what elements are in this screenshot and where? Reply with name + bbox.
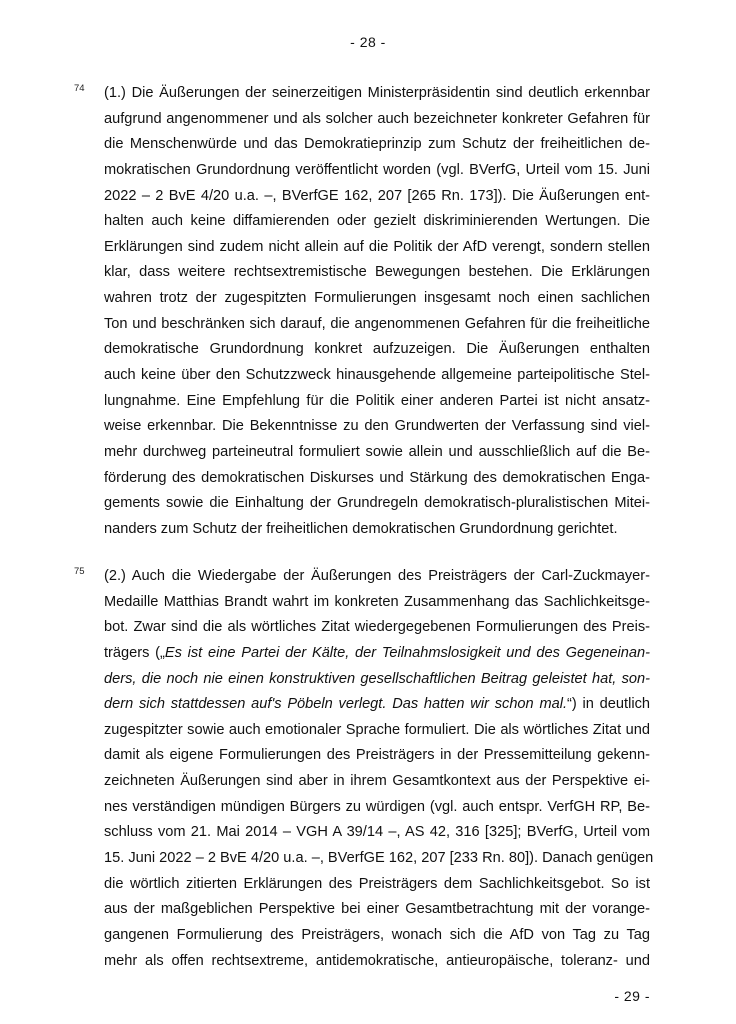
text-line: zugespitzter sowie auch emotionaler Sprache formuliert. Die als wörtliches Zitat und bbox=[104, 721, 650, 738]
text-line: (1.) Die Äußerungen der seinerzeitigen Ministerpräsidentin sind deutlich erkennbar bbox=[104, 85, 650, 101]
text-line: nanders zum Schutz der freiheitlichen demokratischen Grundordnung gerichtet. bbox=[104, 520, 618, 537]
text-line: mehr durchweg parteineutral formuliert sowie allein und ausschließlich auf die Be- bbox=[104, 443, 650, 460]
text-line: förderung des demokratischen Diskurses und Stärkung des demokratischen Enga- bbox=[104, 469, 650, 486]
text-line: zeichneten Äußerungen sind aber in ihrem Gesamtkontext aus der Perspektive ei- bbox=[104, 773, 650, 790]
text-line: lungnahme. Eine Empfehlung für die Politik einer anderen Partei ist nicht ansatz- bbox=[104, 392, 650, 409]
text-line: schluss vom 21. Mai 2014 – VGH A 39/14 –, AS 42, 316 [325]; BVerfG, Urteil vom bbox=[104, 824, 650, 841]
text-line-with-quote bbox=[104, 641, 650, 667]
text-line: gements sowie die Einhaltung der Grundregeln demokratisch-pluralistischen Mitei- bbox=[104, 495, 650, 512]
text-line: gangenen Formulierung des Preisträgers, wonach sich die AfD von Tag zu Tag bbox=[104, 926, 650, 943]
text-segment: trägers („ bbox=[104, 644, 165, 661]
text-line: halten auch keine diffamierenden oder gezielt diskriminierenden Wertungen. Die bbox=[104, 213, 650, 230]
text-line: Ton und beschränken sich darauf, die angenommenen Gefahren für die freiheitliche bbox=[104, 315, 650, 332]
text-line: auch keine über den Schutzzweck hinausgehende allgemeine parteipolitische Stel- bbox=[104, 367, 650, 384]
text-line: aufgrund angenommener und als solcher auch bezeichneter konkreter Gefahren für bbox=[104, 110, 650, 127]
paragraph-74 bbox=[104, 81, 650, 543]
text-line: demokratische Grundordnung konkret aufzuzeigen. Die Äußerungen enthalten bbox=[104, 341, 650, 358]
text-line: bot. Zwar sind die als wörtliches Zitat wiedergegebenen Formulierungen des Preis- bbox=[104, 619, 650, 636]
paragraph-75 bbox=[104, 564, 654, 974]
quote-text: ders, die noch nie einen konstruktiven gesellschaftlichen Beitrag geleistet hat, son- bbox=[104, 670, 650, 687]
text-line: (2.) Auch die Wiedergabe der Äußerungen des Preisträgers der Carl-Zuckmayer- bbox=[104, 568, 650, 584]
text-line: mehr als offen rechtsextreme, antidemokratische, antieuropäische, toleranz- und bbox=[104, 952, 650, 969]
quote-text: dern sich stattdessen auf's Pöbeln verlegt. Das hatten wir schon mal. bbox=[104, 696, 568, 713]
text-line-with-quote bbox=[104, 692, 650, 718]
text-segment: “) in deutlich bbox=[567, 696, 650, 713]
page-number-bottom: - 29 - bbox=[614, 988, 650, 1004]
text-line: nes verständigen mündigen Bürgers zu würdigen (vgl. auch entspr. VerfGH RP, Be- bbox=[104, 798, 650, 815]
text-line: Medaille Matthias Brandt wahrt im konkreten Zusammenhang das Sachlichkeitsge- bbox=[104, 593, 650, 610]
text-line: weise erkennbar. Die Bekenntnisse zu den Grundwerten der Verfassung sind viel- bbox=[104, 418, 650, 435]
text-line: Erklärungen sind zudem nicht allein auf die Politik der AfD verengt, sondern stellen bbox=[104, 238, 650, 255]
paragraph-number: 75 bbox=[74, 566, 85, 577]
page-number-top: - 28 - bbox=[350, 34, 386, 50]
text-line: wahren trotz der zugespitzten Formulierungen insgesamt noch einen sachlichen bbox=[104, 290, 650, 307]
text-line: die Menschenwürde und das Demokratieprinzip zum Schutz der freiheitlichen de- bbox=[104, 136, 650, 153]
text-line: die wörtlich zitierten Erklärungen des Preisträgers dem Sachlichkeitsgebot. So ist bbox=[104, 875, 650, 892]
text-line: damit als eigene Formulierungen des Preisträgers in der Pressemitteilung gekenn- bbox=[104, 747, 650, 764]
paragraph-number: 74 bbox=[74, 83, 85, 94]
text-line: aus der maßgeblichen Perspektive bei einer Gesamtbetrachtung mit der vorange- bbox=[104, 901, 650, 918]
text-line: mokratischen Grundordnung veröffentlicht worden (vgl. BVerfG, Urteil vom 15. Juni bbox=[104, 161, 650, 178]
text-line: 2022 – 2 BvE 4/20 u.a. –, BVerfGE 162, 207 [265 Rn. 173]). Die Äußerungen ent- bbox=[104, 187, 650, 204]
text-line: 15. Juni 2022 – 2 BvE 4/20 u.a. –, BVerfGE 162, 207 [233 Rn. 80]). Danach genügen bbox=[104, 850, 654, 867]
quote-text: Es ist eine Partei der Kälte, der Teilnahmslosigkeit und des Gegeneinan- bbox=[164, 644, 650, 661]
text-line: klar, dass weitere rechtsextremistische Bewegungen bestehen. Die Erklärungen bbox=[104, 264, 650, 281]
